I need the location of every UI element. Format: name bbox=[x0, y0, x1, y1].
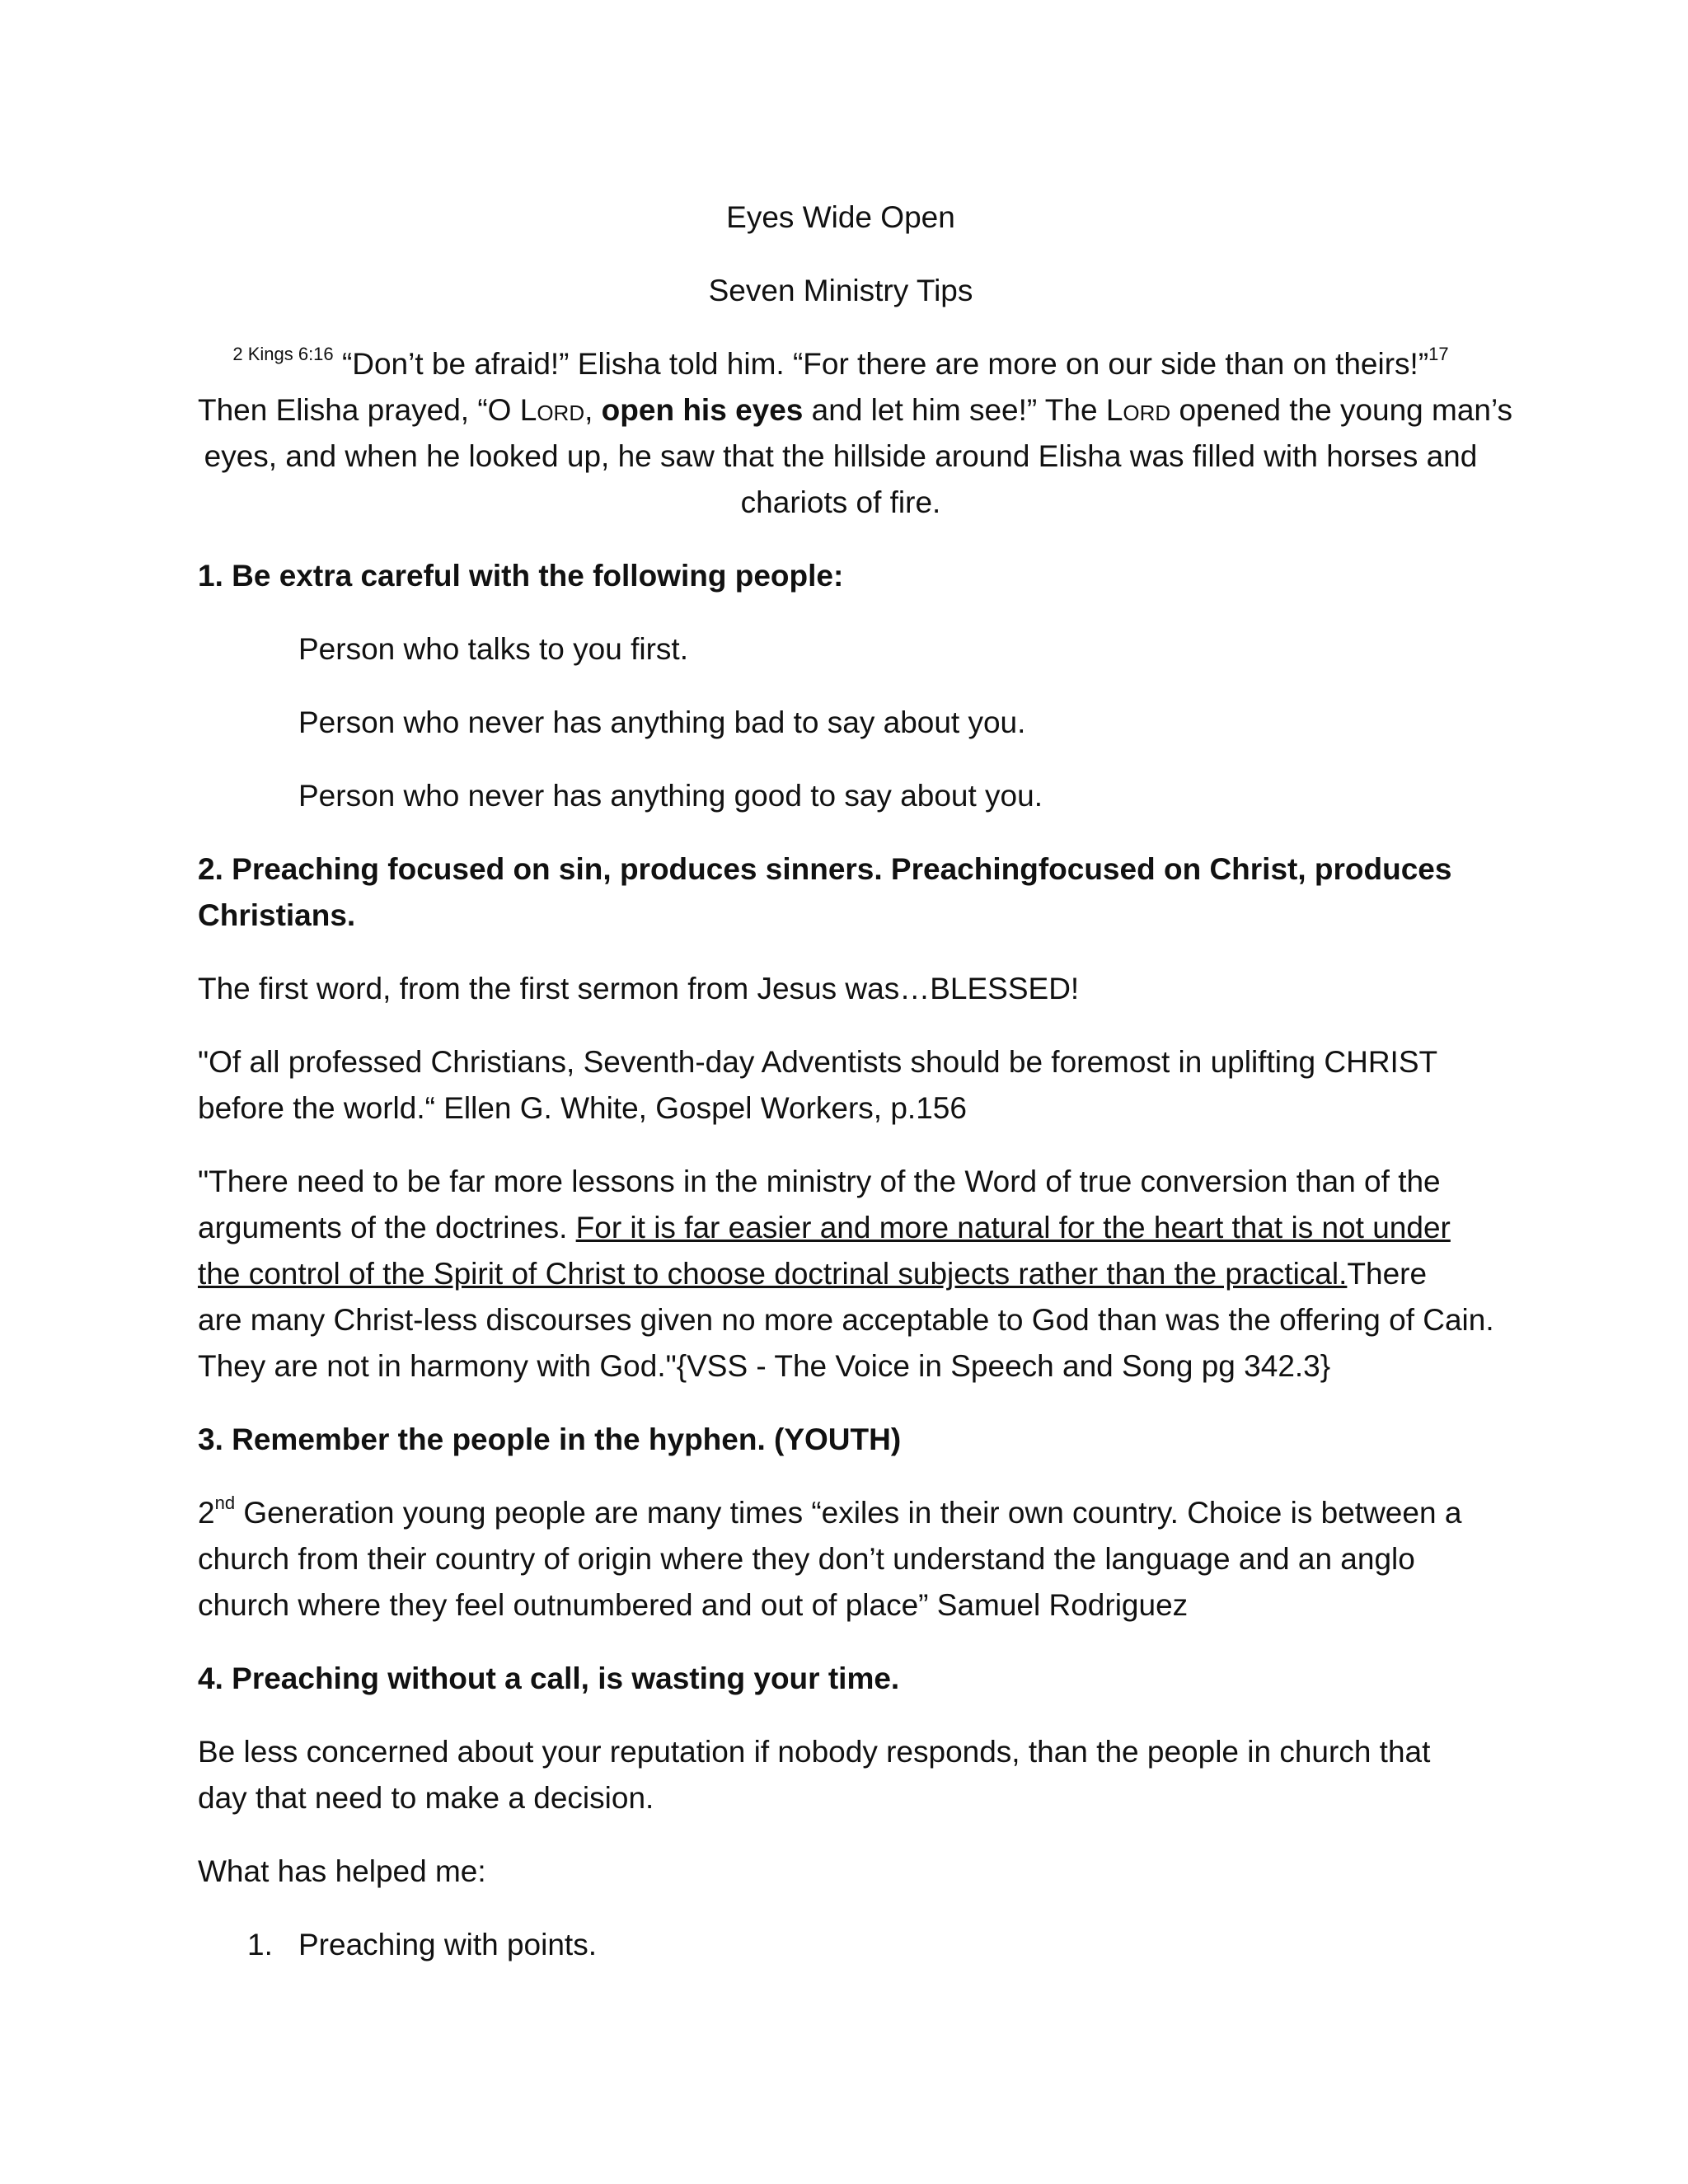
tip-1-item: Person who never has anything good to say about you. bbox=[298, 779, 1043, 813]
lord-smallcaps: Lord bbox=[1105, 393, 1171, 427]
scripture-emphasis: open his eyes bbox=[601, 393, 804, 427]
quote-1-line-1: "Of all professed Christians, Seventh-day Adventists should be foremost in uplifting CHRIST bbox=[198, 1045, 1438, 1079]
verse-number: 17 bbox=[1428, 343, 1449, 364]
document-subtitle: Seven Ministry Tips bbox=[708, 274, 973, 307]
tip-4-heading: 4. Preaching without a call, is wasting your time. bbox=[198, 1661, 900, 1695]
scripture-line-2 bbox=[198, 387, 1513, 434]
quote-underlined-text: For it is far easier and more natural for the heart that is not under bbox=[575, 1211, 1451, 1244]
scripture-line-3: eyes, and when he looked up, he saw that the hillside around Elisha was filled with horses and bbox=[204, 439, 1478, 473]
tip-3-line-3: church where they feel outnumbered and out of place” Samuel Rodriguez bbox=[198, 1588, 1189, 1622]
tip-2-heading-line-2: Christians. bbox=[198, 898, 356, 932]
tip-2-heading-line-1: 2. Preaching focused on sin, produces sinners. Preachingfocused on Christ, produces bbox=[198, 852, 1452, 886]
tip-1-item: Person who talks to you first. bbox=[298, 632, 688, 666]
ordinal-number: 2 bbox=[198, 1496, 215, 1530]
quote-2-line-3 bbox=[198, 1251, 1484, 1297]
quote-2-line-5: They are not in harmony with God."{VSS - The Voice in Speech and Song pg 342.3} bbox=[198, 1349, 1331, 1383]
ordinal-suffix: nd bbox=[214, 1492, 236, 1513]
quote-text: There bbox=[1347, 1257, 1428, 1291]
quote-2-line-1: "There need to be far more lessons in the ministry of the Word of true conversion than of the bbox=[198, 1165, 1441, 1198]
scripture-line-4: chariots of fire. bbox=[740, 485, 941, 519]
tip-3-heading: 3. Remember the people in the hyphen. (YOUTH) bbox=[198, 1422, 902, 1456]
tip-3-text: Generation young people are many times “exiles in their own country. Choice is between a bbox=[235, 1496, 1462, 1530]
quote-2-line-2 bbox=[198, 1205, 1484, 1251]
list-item-text: Preaching with points. bbox=[298, 1928, 597, 1961]
list-number: 1. bbox=[247, 1928, 273, 1961]
scripture-text: , bbox=[584, 393, 602, 427]
tip-1-item: Person who never has anything bad to say about you. bbox=[298, 705, 1026, 739]
scripture-reference: 2 Kings 6:16 bbox=[232, 343, 334, 364]
quote-2-line-4: are many Christ-less discourses given no more acceptable to God than was the offering of Cain. bbox=[198, 1303, 1494, 1337]
scripture-text: Then Elisha prayed, “O bbox=[198, 393, 520, 427]
lord-smallcaps: Lord bbox=[519, 393, 585, 427]
scripture-text-1: “Don’t be afraid!” Elisha told him. “For there are more on our side than on theirs!” bbox=[341, 347, 1429, 381]
tip-2-paragraph: The first word, from the first sermon from Jesus was…BLESSED! bbox=[198, 972, 1080, 1005]
scripture-text: and let him see!” The bbox=[803, 393, 1106, 427]
quote-text: arguments of the doctrines. bbox=[198, 1211, 576, 1244]
scripture-line-1 bbox=[198, 341, 1484, 387]
tip-1-heading: 1. Be extra careful with the following people: bbox=[198, 559, 844, 593]
document-title: Eyes Wide Open bbox=[726, 200, 955, 234]
tip-3-line-1 bbox=[198, 1490, 1484, 1536]
scripture-text: opened the young man’s bbox=[1170, 393, 1513, 427]
quote-underlined-text: the control of the Spirit of Christ to choose doctrinal subjects rather than the practical. bbox=[198, 1257, 1348, 1291]
tip-4-line-1: Be less concerned about your reputation if nobody responds, than the people in church that bbox=[198, 1735, 1431, 1769]
quote-1-line-2: before the world.“ Ellen G. White, Gospel Workers, p.156 bbox=[198, 1091, 967, 1125]
tip-4-line-2: day that need to make a decision. bbox=[198, 1781, 654, 1815]
tip-3-line-2: church from their country of origin where they don’t understand the language and an anglo bbox=[198, 1542, 1415, 1576]
helped-label: What has helped me: bbox=[198, 1854, 486, 1888]
list-item bbox=[247, 1922, 597, 1968]
